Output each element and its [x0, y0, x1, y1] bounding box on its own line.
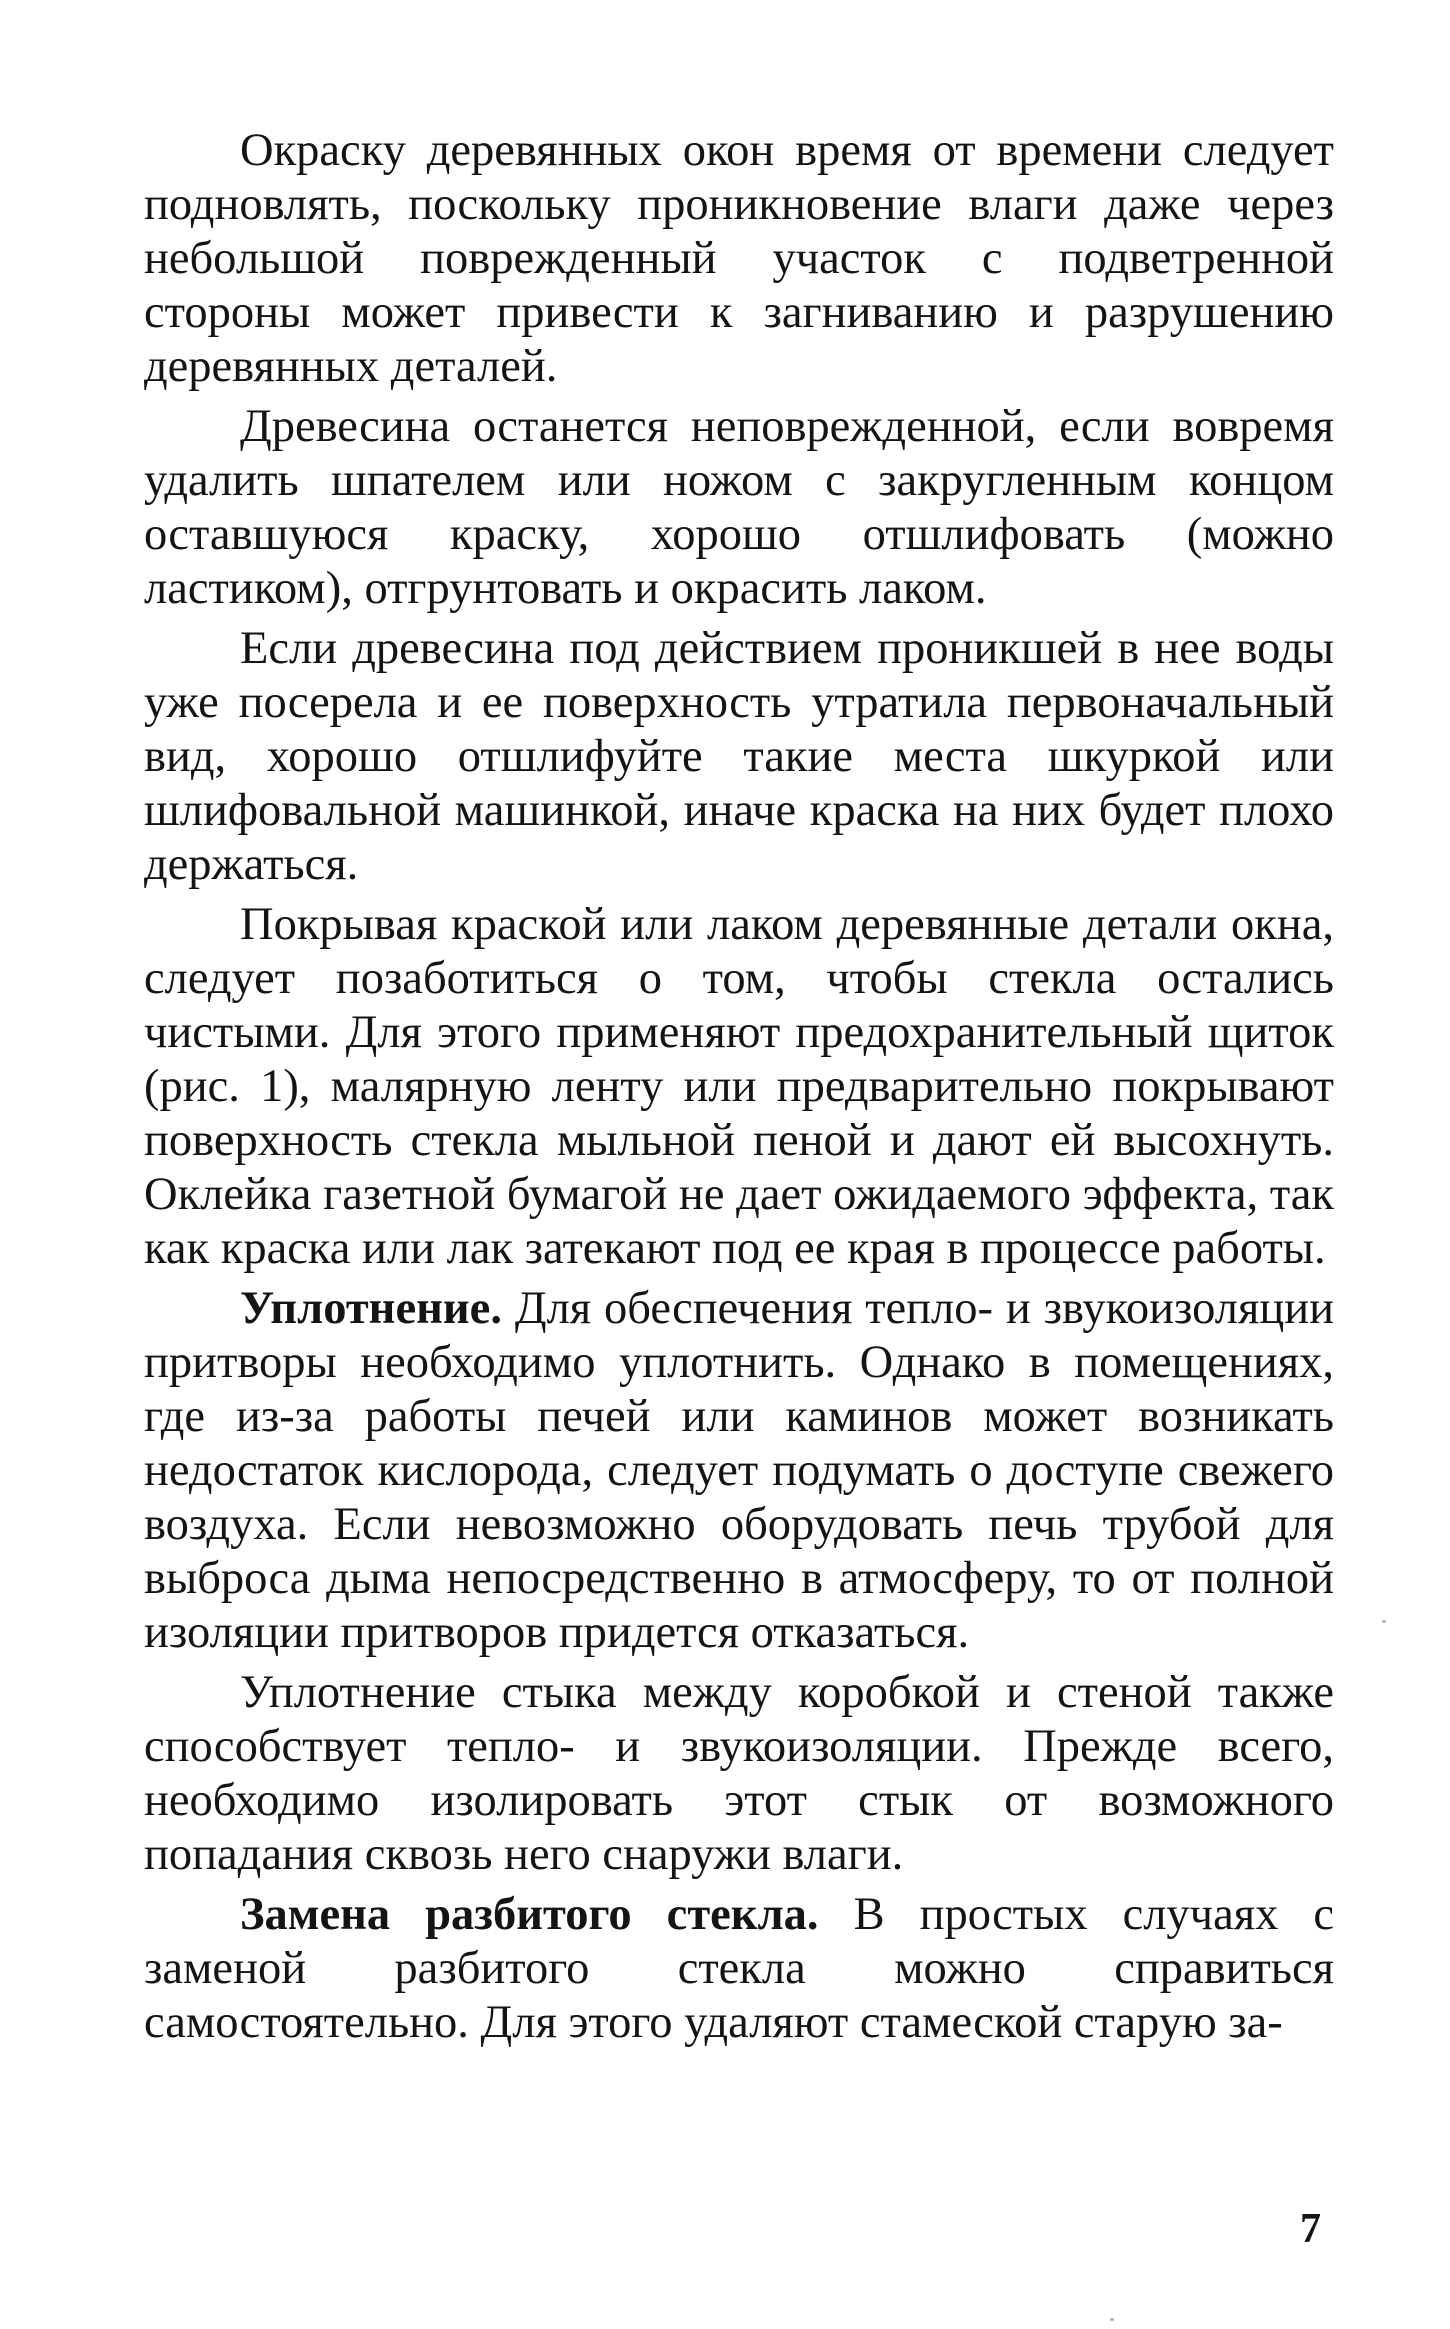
paragraph-text-2: Древесина останется неповрежденной, если вовремя удалить шпателем или ножом с закругленным концом оставшуюся краску, хорошо отшлифовать (можно ластиком), отгрунтовать и окрасить лаком.: [144, 401, 1334, 614]
paragraph-1: [144, 124, 1334, 394]
page-number: 7: [1300, 2206, 1321, 2252]
paragraph-5: [144, 1282, 1334, 1660]
paragraph-text-7: В простых случаях с заменой разбитого стекла можно справиться самостоятельно. Для этого удаляют стамеской старую за-: [144, 1889, 1334, 2048]
paragraph-6: [144, 1666, 1334, 1882]
paragraph-4: [144, 898, 1334, 1276]
scan-speck: [1382, 1620, 1386, 1623]
paragraph-text-1: Окраску деревянных окон время от времени следует подновлять, поскольку проникновение влаги даже через небольшой поврежденный участок с подветренной стороны может привести к загниванию и разрушению деревянных деталей.: [144, 125, 1334, 392]
paragraph-3: [144, 622, 1334, 892]
paragraph-2: [144, 400, 1334, 616]
run-in-heading-5: Уплотнение.: [240, 1283, 502, 1334]
paragraph-7: [144, 1888, 1334, 2050]
paragraph-text-3: Если древесина под действием проникшей в нее воды уже посерела и ее поверхность утратила первоначальный вид, хорошо отшлифуйте такие места шкуркой или шлифовальной машинкой, иначе краска на них будет плохо держаться.: [144, 623, 1334, 890]
run-in-heading-7: Замена разбитого стекла.: [240, 1889, 819, 1940]
paragraph-text-6: Уплотнение стыка между коробкой и стеной также способствует тепло- и звукоизоляции. Прежде всего, необходимо изолировать этот стык от возможного попадания сквозь него снаружи влаги.: [144, 1667, 1334, 1880]
paragraph-text-4: Покрывая краской или лаком деревянные детали окна, следует позаботиться о том, чтобы стекла остались чистыми. Для этого применяют предохранительный щиток (рис. 1), малярную ленту или предварительно покрывают поверхность стекла мыльной пеной и дают ей высохнуть. Оклейка газетной бумагой не дает ожидаемого эффекта, так как краска или лак затекают под ее края в процессе работы.: [144, 899, 1334, 1274]
scan-speck: [1110, 2318, 1114, 2321]
body-text: [144, 124, 1334, 2050]
paragraph-text-5: Для обеспечения тепло- и звукоизоляции притворы необходимо уплотнить. Однако в помещениях, где из-за работы печей или каминов может возникать недостаток кислорода, следует подумать о доступе свежего воздуха. Если невозможно оборудовать печь трубой для выброса дыма непосредственно в атмосферу, то от полной изоляции притворов придется отказаться.: [144, 1283, 1334, 1658]
